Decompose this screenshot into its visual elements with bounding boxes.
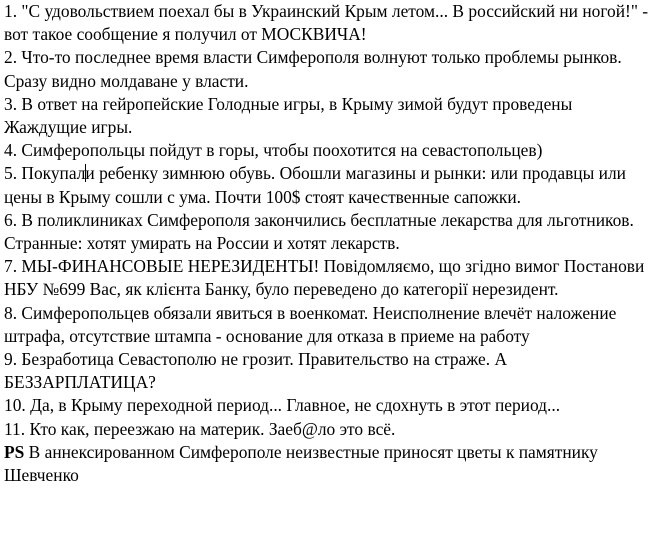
ps-label: PS bbox=[4, 441, 25, 462]
list-item-11 bbox=[4, 418, 650, 441]
item-text: В поликлиниках Симферополя закончились бесплатные лекарства для льготников. Странные: хотят умирать на России и хотят лекарств. bbox=[4, 209, 634, 254]
postscript bbox=[4, 441, 650, 487]
item-text: "С удовольствием поехал бы в Украинский Крым летом... В российский ни ногой!" - вот такое сообщение я получил от МОСКВИЧА! bbox=[4, 1, 649, 45]
item-text: Да, в Крыму переходной период... Главное, не сдохнуть в этот период... bbox=[30, 395, 561, 416]
item-text-start: Покупал bbox=[21, 163, 86, 184]
item-number: 11. bbox=[4, 418, 26, 439]
list-item-1 bbox=[4, 0, 650, 46]
list-item-3 bbox=[4, 93, 650, 139]
item-text-end: и ребенку зимнюю обувь. Обошли магазины и рынки: или продавцы или цены в Крыму сошли с ума. Почти 100$ стоят качественные сапожки. bbox=[4, 163, 626, 207]
item-text: В ответ на гейропейские Голодные игры, в Крыму зимой будут проведены Жаждущие игры. bbox=[4, 93, 573, 138]
item-number: 8. bbox=[4, 302, 18, 323]
item-number: 5. bbox=[4, 163, 18, 184]
item-number: 2. bbox=[4, 47, 18, 68]
list-item-10 bbox=[4, 394, 650, 417]
item-text: Безработица Севастополю не грозит. Правительство на страже. А БЕЗЗАРПЛАТИЦА? bbox=[4, 349, 508, 393]
item-text: Кто как, переезжаю на материк. Заеб@ло это всё. bbox=[29, 418, 396, 439]
item-number: 10. bbox=[4, 395, 26, 416]
list-item-2 bbox=[4, 46, 650, 92]
item-number: 6. bbox=[4, 209, 18, 230]
item-text: Симферопольцев обязали явиться в военкомат. Неисполнение влечёт наложение штрафа, отсутствие штампа - основание для отказа в приеме на работу bbox=[4, 302, 617, 346]
list-item-8 bbox=[4, 302, 650, 348]
item-number: 4. bbox=[4, 140, 18, 161]
item-number: 3. bbox=[4, 93, 18, 114]
item-text: Симферопольцы пойдут в горы, чтобы поохотится на севастопольцев) bbox=[21, 140, 543, 161]
list-item-9 bbox=[4, 348, 650, 394]
item-text: Что-то последнее время власти Симферополя волнуют только проблемы рынков. Сразу видно молдаване у власти. bbox=[4, 47, 622, 91]
list-item-6 bbox=[4, 209, 650, 255]
list-item-5 bbox=[4, 162, 650, 208]
item-number: 9. bbox=[4, 349, 18, 370]
news-text-block bbox=[4, 0, 650, 487]
item-number: 1. bbox=[4, 1, 18, 21]
list-item-4 bbox=[4, 139, 650, 162]
item-text: МЫ-ФИНАНСОВЫЕ НЕРЕЗИДЕНТЫ! Повідомляємо, що згідно вимог Постанови НБУ №699 Вас, як клієнта Банку, було переведено до категорії нерезидент. bbox=[4, 256, 645, 300]
ps-text: В аннексированном Симферополе неизвестные приносят цветы к памятнику Шевченко bbox=[4, 441, 598, 486]
item-number: 7. bbox=[4, 256, 18, 277]
list-item-7 bbox=[4, 255, 650, 301]
